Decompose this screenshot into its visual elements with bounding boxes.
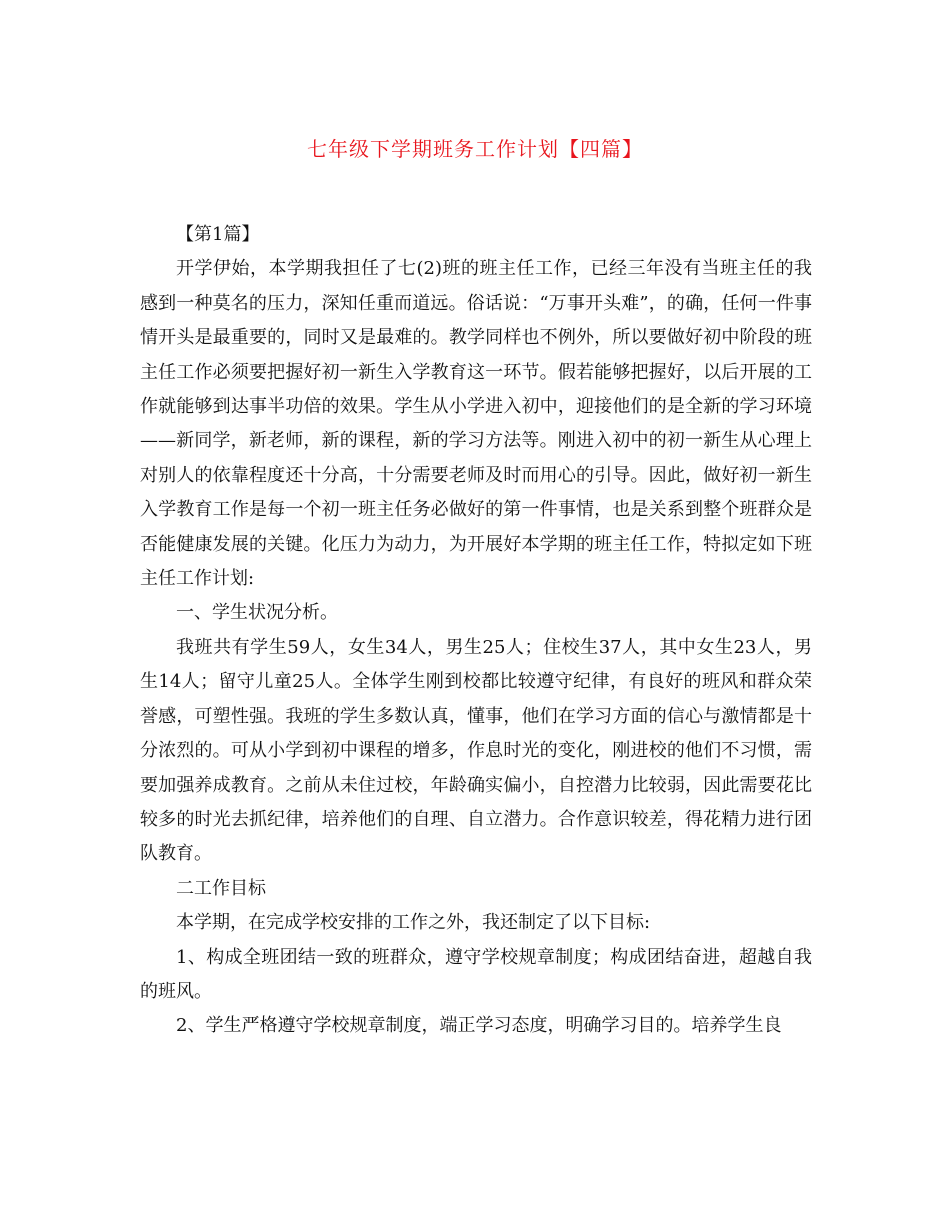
goal-item-2: 2、学生严格遵守学校规章制度，端正学习态度，明确学习目的。培养学生良 bbox=[176, 1015, 782, 1037]
section-heading-part-1: 【第1篇】 bbox=[176, 224, 260, 245]
document-body bbox=[140, 218, 812, 1044]
section-heading-student-analysis: 一、学生状况分析。 bbox=[176, 602, 338, 624]
goal-item-1: 1、构成全班团结一致的班群众，遵守学校规章制度；构成团结奋进，超越自我的班风。 bbox=[140, 946, 812, 1002]
paragraph-intro: 开学伊始，本学期我担任了七(2)班的班主任工作，已经三年没有当班主任的我感到一种莫名的压力，深知任重而道远。俗话说：“万事开头难”，的确，任何一件事情开头是最重要的，同时又是最难的。教学同样也不例外，所以要做好初中阶段的班主任工作必须要把握好初一新生入学教育这一环节。假若能够把握好，以后开展的工作就能够到达事半功倍的效果。学生从小学进入初中，迎接他们的是全新的学习环境——新同学，新老师，新的课程，新的学习方法等。刚进入初中的初一新生从心理上对别人的依靠程度还十分高，十分需要老师及时而用心的引导。因此，做好初一新生入学教育工作是每一个初一班主任务必做好的第一件事情，也是关系到整个班群众是否能健康发展的关键。化压力为动力，为开展好本学期的班主任工作，特拟定如下班主任工作计划: bbox=[140, 258, 812, 590]
document-title: 七年级下学期班务工作计划【四篇】 bbox=[307, 137, 643, 161]
paragraph-goals-intro: 本学期，在完成学校安排的工作之外，我还制定了以下目标: bbox=[176, 912, 651, 934]
paragraph-student-analysis: 我班共有学生59人，女生34人，男生25人；住校生37人，其中女生23人，男生14人；留守儿童25人。全体学生刚到校都比较遵守纪律，有良好的班风和群众荣誉感，可塑性强。我班的学生多数认真，懂事，他们在学习方面的信心与激情都是十分浓烈的。可从小学到初中课程的增多，作息时光的变化，刚进校的他们不习惯，需要加强养成教育。之前从未住过校，年龄确实偏小，自控潜力比较弱，因此需要花比较多的时光去抓纪律，培养他们的自理、自立潜力。合作意识较差，得花精力进行团队教育。 bbox=[140, 636, 812, 865]
section-heading-work-goals: 二工作目标 bbox=[176, 877, 266, 899]
